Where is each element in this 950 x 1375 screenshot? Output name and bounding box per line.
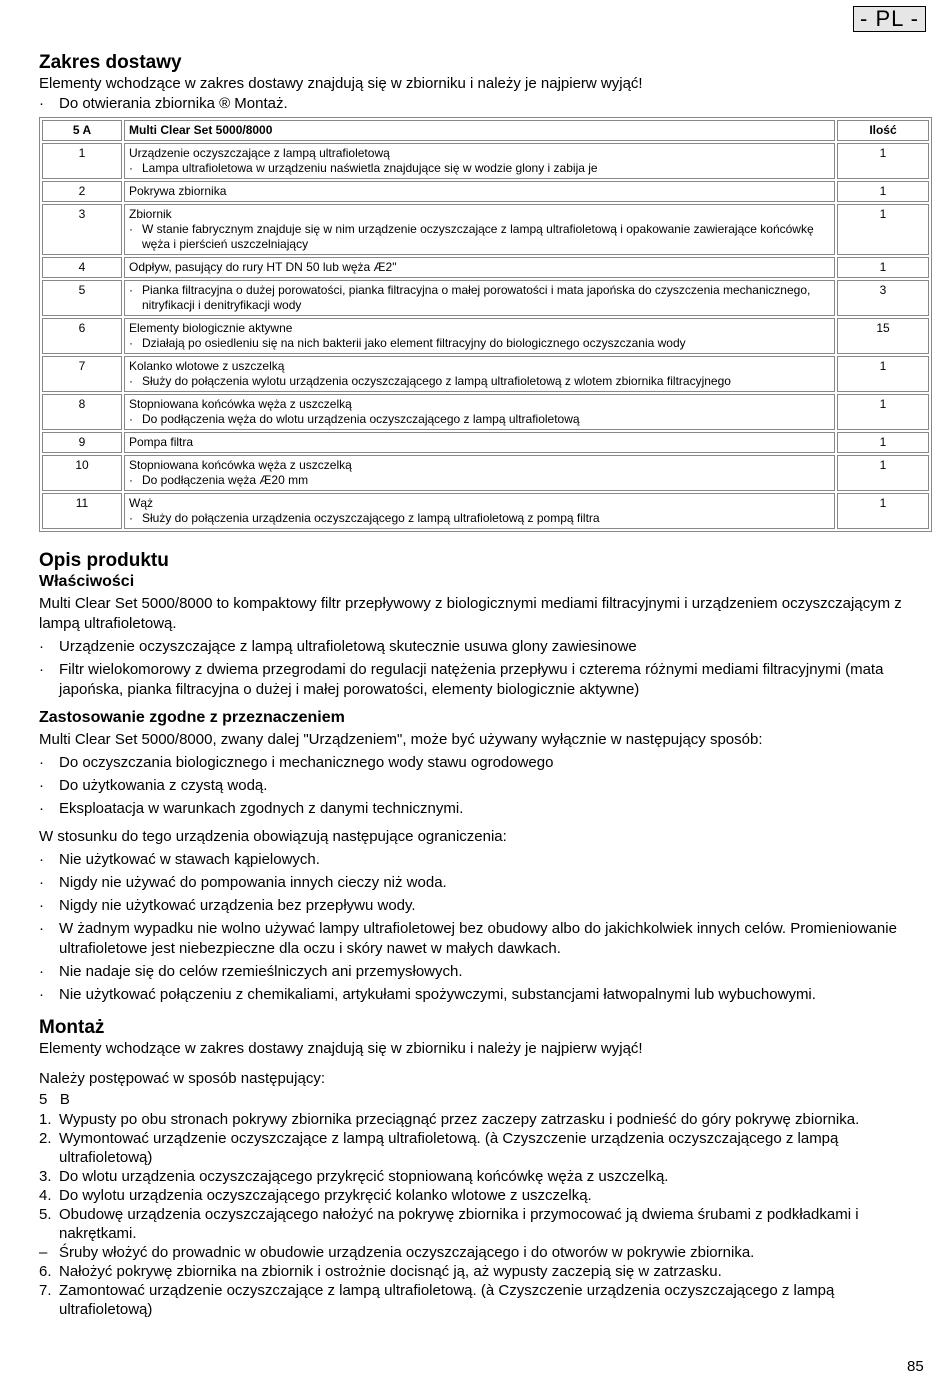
row-number: 9 — [42, 432, 122, 453]
row-number: 1 — [42, 143, 122, 179]
table-body — [42, 143, 929, 529]
table-row — [42, 432, 929, 453]
row-item-name: Urządzenie oczyszczające z lampą ultrafioletową — [129, 146, 390, 160]
assembly-figure-ref: 5 B — [39, 1091, 70, 1108]
row-quantity: 1 — [837, 455, 929, 491]
table-row — [42, 204, 929, 255]
row-description — [124, 318, 835, 354]
assembly-step — [39, 1167, 929, 1186]
row-item-note: · Służy do połączenia wylotu urządzenia oczyszczającego z lampą ultrafioletową z wlotem zbiornika filtracyjnego — [129, 374, 830, 389]
row-number: 5 — [42, 280, 122, 316]
dash-icon: – — [39, 1244, 48, 1261]
assembly-step — [39, 1262, 929, 1281]
table-row — [42, 257, 929, 278]
scope-title: Zakres dostawy — [39, 52, 182, 73]
restriction-item: · Nigdy nie użytkować urządzenia bez przepływu wody. — [39, 896, 929, 916]
restriction-item: · W żadnym wypadku nie wolno używać lampy ultrafioletowej bez obudowy albo do jakichkolwiek innych celów. Promieniowanie ultrafioletowe jest niebezpieczne dla oczu i skóry nawet w małych dawkach. — [39, 919, 929, 959]
row-quantity: 1 — [837, 204, 929, 255]
row-quantity: 3 — [837, 280, 929, 316]
dash-note-text: Śruby włożyć do prowadnic w obudowie urządzenia oczyszczającego i do otworów w pokrywie zbiornika. — [59, 1244, 755, 1261]
intended-use-text: Multi Clear Set 5000/8000, zwany dalej "Urządzeniem", może być używany wyłącznie w następujący sposób: — [39, 731, 763, 748]
row-description — [124, 432, 835, 453]
row-number: 4 — [42, 257, 122, 278]
row-item-note: · Służy do połączenia urządzenia oczyszczającego z lampą ultrafioletową z pompą filtra — [129, 511, 830, 526]
table-row — [42, 280, 929, 316]
table-row — [42, 394, 929, 430]
use-bullet: · Eksploatacja w warunkach zgodnych z danymi technicznymi. — [39, 799, 929, 819]
row-quantity: 1 — [837, 394, 929, 430]
product-title: Opis produktu — [39, 550, 169, 571]
row-item-note: · Działają po osiedleniu się na nich bakterii jako element filtracyjny do biologicznego oczyszczania wody — [129, 336, 830, 351]
assembly-step — [39, 1110, 929, 1129]
row-quantity: 1 — [837, 356, 929, 392]
row-quantity: 1 — [837, 257, 929, 278]
table-header-qty: Ilość — [837, 120, 929, 141]
row-quantity: 15 — [837, 318, 929, 354]
restriction-item: · Nie użytkować połączeniu z chemikaliami, artykułami spożywczymi, substancjami łatwopalnymi lub wybuchowymi. — [39, 985, 929, 1005]
row-item-name: Stopniowana końcówka węża z uszczelką — [129, 397, 352, 411]
row-item-name: Zbiornik — [129, 207, 172, 221]
row-item-note: · Do podłączenia węża Æ20 mm — [129, 473, 830, 488]
row-number: 10 — [42, 455, 122, 491]
row-number: 6 — [42, 318, 122, 354]
row-item-name: Stopniowana końcówka węża z uszczelką — [129, 458, 352, 472]
step-number: 1. — [39, 1111, 52, 1128]
features-text: Multi Clear Set 5000/8000 to kompaktowy filtr przepływowy z biologicznymi mediami filtracyjnymi i urządzeniem oczyszczającym z lampą ultrafioletową. — [39, 595, 902, 632]
step-text: Wymontować urządzenie oczyszczające z lampą ultrafioletową. (à Czyszczenie urządzenia oczyszczającego z lampą ultrafioletową) — [59, 1130, 839, 1166]
row-description — [124, 181, 835, 202]
row-item-note: · Do podłączenia węża do wlotu urządzenia oczyszczającego z lampą ultrafioletową — [129, 412, 830, 427]
step-text: Do wlotu urządzenia oczyszczającego przykręcić stopniowaną końcówkę węża z uszczelką. — [59, 1168, 669, 1185]
row-description — [124, 394, 835, 430]
row-item-name: Pompa filtra — [129, 435, 194, 449]
step-number: 6. — [39, 1263, 52, 1280]
restriction-item: · Nigdy nie używać do pompowania innych cieczy niż woda. — [39, 873, 929, 893]
table-header-row — [42, 120, 929, 141]
use-bullet: · Do oczyszczania biologicznego i mechanicznego wody stawu ogrodowego — [39, 753, 929, 773]
assembly-title: Montaż — [39, 1017, 105, 1038]
table-row — [42, 455, 929, 491]
scope-intro: Elementy wchodzące w zakres dostawy znajdują się w zbiorniku i należy je najpierw wyjąć! — [39, 75, 643, 92]
row-number: 8 — [42, 394, 122, 430]
row-quantity: 1 — [837, 181, 929, 202]
row-item-name: Wąż — [129, 496, 153, 510]
features-bullet: · Filtr wielokomorowy z dwiema przegrodami do regulacji natężenia przepływu i czterema różnymi mediami filtracyjnymi (mata japońska, pianka filtracyjna o dużej i małej porowatości, elementy biologicznie aktywne) — [39, 660, 929, 700]
row-number: 2 — [42, 181, 122, 202]
row-item-note: · W stanie fabrycznym znajduje się w nim urządzenie oczyszczające z lampą ultrafioletową i opakowanie zawierające końcówkę węża i pierścień uszczelniający — [129, 222, 830, 252]
row-item-name: Elementy biologicznie aktywne — [129, 321, 293, 335]
row-item-note: · Lampa ultrafioletowa w urządzeniu naświetla znajdujące się w wodzie glony i zabija je — [129, 161, 830, 176]
restriction-item: · Nie użytkować w stawach kąpielowych. — [39, 850, 929, 870]
table-row — [42, 493, 929, 529]
table-header-title: Multi Clear Set 5000/8000 — [124, 120, 835, 141]
delivery-table — [39, 117, 932, 532]
row-item-note: · Pianka filtracyjna o dużej porowatości, pianka filtracyjna o małej porowatości i mata japońska do czyszczenia mechanicznego, nitryfikacji i denitryfikacji wody — [129, 283, 830, 313]
step-text: Wypusty po obu stronach pokrywy zbiornika przeciągnąć przez zaczepy zatrzasku i podnieść do góry pokrywę zbiornika. — [59, 1111, 860, 1128]
procedure-intro: Należy postępować w sposób następujący: — [39, 1070, 325, 1087]
row-item-name: Odpływ, pasujący do rury HT DN 50 lub węża Æ2" — [129, 260, 397, 274]
features-bullet: · Urządzenie oczyszczające z lampą ultrafioletową skutecznie usuwa glony zawiesinowe — [39, 637, 929, 657]
table-row — [42, 356, 929, 392]
step-number: 7. — [39, 1282, 52, 1299]
step-text: Obudowę urządzenia oczyszczającego nałożyć na pokrywę zbiornika i przymocować ją dwiema śrubami z podkładkami i nakrętkami. — [59, 1206, 859, 1242]
step-text: Nałożyć pokrywę zbiornika na zbiornik i ostrożnie docisnąć ją, aż wypusty zaczepią się w zatrzasku. — [59, 1263, 722, 1280]
row-quantity: 1 — [837, 493, 929, 529]
scope-bullet: · Do otwierania zbiornika ® Montaż. — [39, 94, 929, 114]
table-row — [42, 181, 929, 202]
row-number: 11 — [42, 493, 122, 529]
step-number: 5. — [39, 1206, 52, 1223]
page-number: 85 — [907, 1358, 924, 1375]
step-text: Do wylotu urządzenia oczyszczającego przykręcić kolanko wlotowe z uszczelką. — [59, 1187, 592, 1204]
row-quantity: 1 — [837, 432, 929, 453]
table-header-ref: 5 A — [42, 120, 122, 141]
row-description — [124, 455, 835, 491]
language-badge: - PL - — [853, 6, 926, 32]
restriction-item: · Nie nadaje się do celów rzemieślniczych ani przemysłowych. — [39, 962, 929, 982]
table-row — [42, 143, 929, 179]
step-number: 3. — [39, 1168, 52, 1185]
assembly-intro: Elementy wchodzące w zakres dostawy znajdują się w zbiorniku i należy je najpierw wyjąć! — [39, 1040, 643, 1057]
step-number: 4. — [39, 1187, 52, 1204]
assembly-step — [39, 1186, 929, 1205]
row-description — [124, 257, 835, 278]
table-row — [42, 318, 929, 354]
assembly-step — [39, 1129, 929, 1167]
step-text: Zamontować urządzenie oczyszczające z lampą ultrafioletową. (à Czyszczenie urządzenia oczyszczającego z lampą ultrafioletową) — [59, 1282, 835, 1318]
assembly-dash-note — [39, 1243, 929, 1262]
row-description — [124, 143, 835, 179]
assembly-step — [39, 1281, 929, 1319]
assembly-steps-continued — [39, 1262, 929, 1319]
row-description — [124, 204, 835, 255]
assembly-step — [39, 1205, 929, 1243]
row-description — [124, 356, 835, 392]
row-item-name: Pokrywa zbiornika — [129, 184, 227, 198]
row-description — [124, 493, 835, 529]
row-number: 3 — [42, 204, 122, 255]
intended-use-title: Zastosowanie zgodne z przeznaczeniem — [39, 709, 345, 726]
row-number: 7 — [42, 356, 122, 392]
page-content — [39, 52, 929, 1319]
use-bullet: · Do użytkowania z czystą wodą. — [39, 776, 929, 796]
row-item-name: Kolanko wlotowe z uszczelką — [129, 359, 285, 373]
features-title: Właściwości — [39, 573, 135, 590]
row-description — [124, 280, 835, 316]
row-quantity: 1 — [837, 143, 929, 179]
step-number: 2. — [39, 1130, 52, 1147]
assembly-steps — [39, 1110, 929, 1243]
restrictions-intro: W stosunku do tego urządzenia obowiązują następujące ograniczenia: — [39, 828, 507, 845]
